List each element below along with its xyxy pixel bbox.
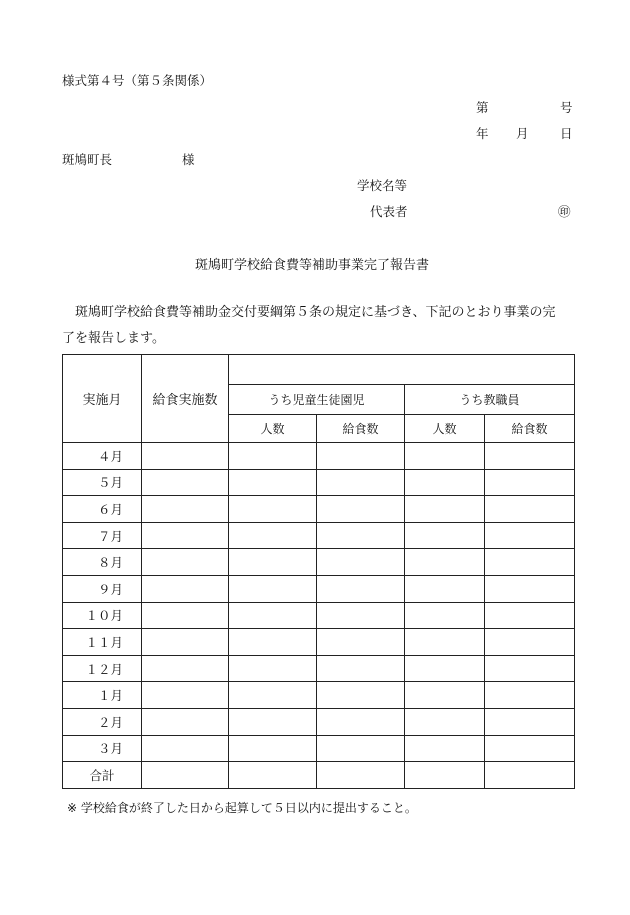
doc-number-prefix: 第 <box>476 100 489 115</box>
month-cell: ９月 <box>63 575 142 602</box>
input-cell[interactable] <box>485 762 575 789</box>
input-cell[interactable] <box>405 735 485 762</box>
input-cell[interactable] <box>317 575 405 602</box>
month-cell: １１月 <box>63 629 142 656</box>
table-row <box>63 655 575 682</box>
seal-mark: ㊞ <box>558 204 571 219</box>
table-row <box>63 735 575 762</box>
input-cell[interactable] <box>142 708 229 735</box>
input-cell[interactable] <box>229 443 317 470</box>
date-year: 年 <box>476 126 489 141</box>
table-row <box>63 682 575 709</box>
input-cell[interactable] <box>405 602 485 629</box>
addressee-honorific: 様 <box>182 152 195 167</box>
input-cell[interactable] <box>229 522 317 549</box>
month-cell: ４月 <box>63 443 142 470</box>
input-cell[interactable] <box>405 629 485 656</box>
doc-number-suffix: 号 <box>560 100 573 115</box>
input-cell[interactable] <box>142 496 229 523</box>
input-cell[interactable] <box>142 602 229 629</box>
input-cell[interactable] <box>142 522 229 549</box>
table-row <box>63 602 575 629</box>
month-cell: ６月 <box>63 496 142 523</box>
table-row-total <box>63 762 575 789</box>
input-cell[interactable] <box>229 575 317 602</box>
header-meal-days: 給食実施数 <box>142 355 229 443</box>
input-cell[interactable] <box>317 602 405 629</box>
input-cell[interactable] <box>142 655 229 682</box>
table-row <box>63 708 575 735</box>
addressee-name: 斑鳩町長 <box>62 152 113 167</box>
input-cell[interactable] <box>229 682 317 709</box>
document-title: 斑鳩町学校給食費等補助事業完了報告書 <box>195 258 430 273</box>
table-row <box>63 629 575 656</box>
sender-school-label: 学校名等 <box>357 178 408 193</box>
input-cell[interactable] <box>405 762 485 789</box>
input-cell[interactable] <box>142 575 229 602</box>
input-cell[interactable] <box>485 602 575 629</box>
input-cell[interactable] <box>317 735 405 762</box>
input-cell[interactable] <box>485 708 575 735</box>
report-table <box>62 354 575 789</box>
month-cell: ７月 <box>63 522 142 549</box>
header-students: うち児童生徒園児 <box>229 385 405 415</box>
input-cell[interactable] <box>317 682 405 709</box>
input-cell[interactable] <box>317 708 405 735</box>
table-row <box>63 469 575 496</box>
month-cell: ２月 <box>63 708 142 735</box>
header-students-people: 人数 <box>229 415 317 443</box>
month-cell: １２月 <box>63 655 142 682</box>
table-row <box>63 522 575 549</box>
header-students-meals: 給食数 <box>317 415 405 443</box>
header-staff-meals: 給食数 <box>485 415 575 443</box>
input-cell[interactable] <box>229 629 317 656</box>
table-row <box>63 496 575 523</box>
input-cell[interactable] <box>405 549 485 576</box>
month-cell: ３月 <box>63 735 142 762</box>
input-cell[interactable] <box>142 629 229 656</box>
header-staff-people: 人数 <box>405 415 485 443</box>
input-cell[interactable] <box>485 629 575 656</box>
input-cell[interactable] <box>405 575 485 602</box>
input-cell[interactable] <box>229 549 317 576</box>
input-cell[interactable] <box>405 708 485 735</box>
month-cell: ８月 <box>63 549 142 576</box>
date-month: 月 <box>516 126 529 141</box>
body-line-2: 了を報告します。 <box>62 331 165 346</box>
input-cell[interactable] <box>229 496 317 523</box>
input-cell[interactable] <box>485 496 575 523</box>
date-day: 日 <box>560 126 573 141</box>
sender-rep-label: 代表者 <box>370 204 408 219</box>
input-cell[interactable] <box>405 443 485 470</box>
input-cell[interactable] <box>485 469 575 496</box>
input-cell[interactable] <box>485 735 575 762</box>
input-cell[interactable] <box>229 708 317 735</box>
input-cell[interactable] <box>405 682 485 709</box>
input-cell[interactable] <box>485 549 575 576</box>
input-cell[interactable] <box>317 762 405 789</box>
input-cell[interactable] <box>405 496 485 523</box>
form-label: 様式第４号（第５条関係） <box>62 73 213 88</box>
input-cell[interactable] <box>142 735 229 762</box>
input-cell[interactable] <box>229 762 317 789</box>
input-cell[interactable] <box>405 655 485 682</box>
input-cell[interactable] <box>317 522 405 549</box>
total-label: 合計 <box>63 762 142 789</box>
input-cell[interactable] <box>142 762 229 789</box>
month-cell: ５月 <box>63 469 142 496</box>
month-cell: １月 <box>63 682 142 709</box>
input-cell[interactable] <box>317 469 405 496</box>
body-paragraph <box>62 300 574 352</box>
input-cell[interactable] <box>142 682 229 709</box>
table-row <box>63 575 575 602</box>
input-cell[interactable] <box>142 443 229 470</box>
input-cell[interactable] <box>485 443 575 470</box>
input-cell[interactable] <box>317 496 405 523</box>
input-cell[interactable] <box>317 655 405 682</box>
input-cell[interactable] <box>405 469 485 496</box>
input-cell[interactable] <box>317 443 405 470</box>
header-blank <box>229 355 575 385</box>
month-cell: １０月 <box>63 602 142 629</box>
input-cell[interactable] <box>229 735 317 762</box>
input-cell[interactable] <box>405 522 485 549</box>
input-cell[interactable] <box>485 575 575 602</box>
input-cell[interactable] <box>142 549 229 576</box>
table-row <box>63 443 575 470</box>
input-cell[interactable] <box>229 655 317 682</box>
input-cell[interactable] <box>485 655 575 682</box>
input-cell[interactable] <box>317 549 405 576</box>
body-line-1: 斑鳩町学校給食費等補助金交付要綱第５条の規定に基づき、下記のとおり事業の完 <box>75 305 556 320</box>
input-cell[interactable] <box>229 469 317 496</box>
footnote: ※ 学校給食が終了した日から起算して５日以内に提出すること。 <box>67 801 417 815</box>
input-cell[interactable] <box>229 602 317 629</box>
header-month: 実施月 <box>63 355 142 443</box>
header-staff: うち教職員 <box>405 385 575 415</box>
input-cell[interactable] <box>142 469 229 496</box>
input-cell[interactable] <box>485 522 575 549</box>
input-cell[interactable] <box>485 682 575 709</box>
table-row <box>63 549 575 576</box>
input-cell[interactable] <box>317 629 405 656</box>
